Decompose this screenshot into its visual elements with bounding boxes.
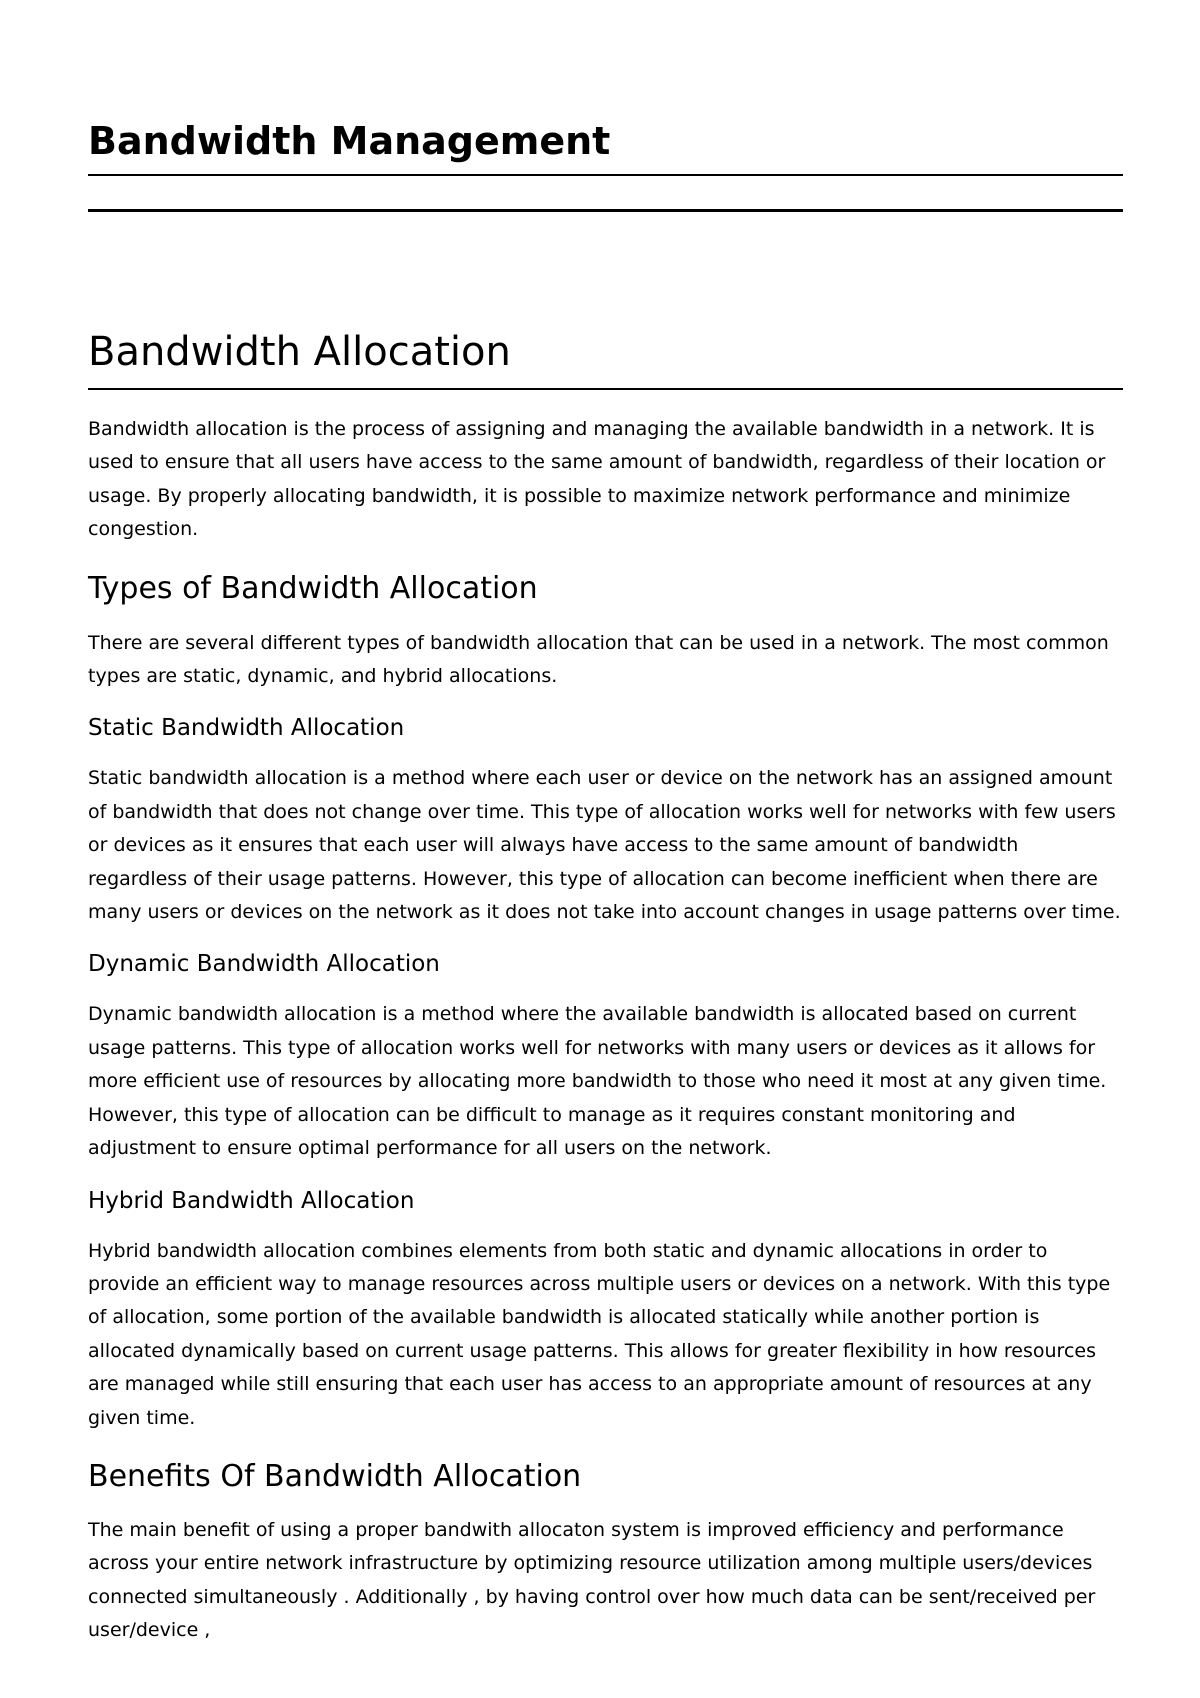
title-divider xyxy=(88,209,1123,212)
document-title: Bandwidth Management xyxy=(88,0,1123,176)
section-heading-types: Types of Bandwidth Allocation xyxy=(88,570,538,606)
paragraph-static-allocation: Static bandwidth allocation is a method where each user or device on the network has an assigned amount of bandwidth that does not change over time. This type of allocation works well for networks with few users or devices as it ensures that each user will always have access to the same amount of bandwidth regardless of their usage patterns. However, this type of allocation can become inefficient when there are many users or devices on the network as it does not take into account changes in usage patterns over time. xyxy=(88,767,1121,924)
paragraph-hybrid-allocation: Hybrid bandwidth allocation combines elements from both static and dynamic allocations in order to provide an efficient way to manage resources across multiple users or devices on a network. With this type of allocation, some portion of the available bandwidth is allocated statically while another portion is allocated dynamically based on current usage patterns. This allows for greater flexibility in how resources are managed while still ensuring that each user has access to an appropriate amount of resources at any given time. xyxy=(88,1239,1111,1429)
subheading-dynamic-allocation: Dynamic Bandwidth Allocation xyxy=(88,951,440,978)
paragraph-benefits: The main benefit of using a proper bandwith allocaton system is improved efficiency and performance across your entire network infrastructure by optimizing resource utilization among multiple users/devices connected simultaneously . Additionally , by having control over how much data can be sent/received per user/device , xyxy=(88,1518,1096,1642)
paragraph-allocation-intro: Bandwidth allocation is the process of assigning and managing the available bandwidth in a network. It is used to ensure that all users have access to the same amount of bandwidth, regardless of their location or usage. By properly allocating bandwidth, it is possible to maximize network performance and minimize congestion. xyxy=(88,418,1106,541)
document-page xyxy=(88,0,1123,1648)
paragraph-dynamic-allocation: Dynamic bandwidth allocation is a method where the available bandwidth is allocated based on current usage patterns. This type of allocation works well for networks with many users or devices as it allows for more efficient use of resources by allocating more bandwidth to those who need it most at any given time. However, this type of allocation can be difficult to manage as it requires constant monitoring and adjustment to ensure optimal performance for all users on the network. xyxy=(88,1003,1107,1160)
paragraph-types-intro: There are several different types of bandwidth allocation that can be used in a network. The most common types are static, dynamic, and hybrid allocations. xyxy=(88,631,1109,688)
section-heading-benefits: Benefits Of Bandwidth Allocation xyxy=(88,1458,582,1494)
subheading-hybrid-allocation: Hybrid Bandwidth Allocation xyxy=(88,1187,415,1214)
section-heading-bandwidth-allocation: Bandwidth Allocation xyxy=(88,326,1123,390)
subheading-static-allocation: Static Bandwidth Allocation xyxy=(88,715,405,742)
